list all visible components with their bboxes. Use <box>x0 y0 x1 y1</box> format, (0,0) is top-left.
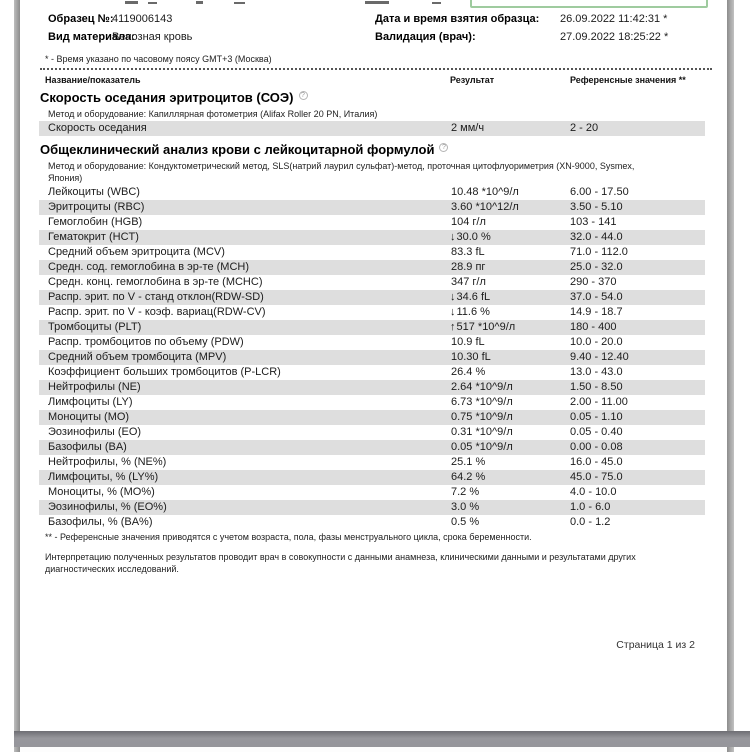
reference-range: 9.40 - 12.40 <box>570 351 629 363</box>
parameter-name: Эритроциты (RBC) <box>48 201 145 213</box>
result-value <box>450 245 485 260</box>
table-row <box>39 260 705 275</box>
result-value <box>450 275 486 290</box>
result-text: 7.2 % <box>451 486 480 498</box>
table-row <box>39 320 705 335</box>
parameter-name: Базофилы (BA) <box>48 441 127 453</box>
result-value <box>450 185 519 200</box>
page-edge-left <box>14 0 20 752</box>
table-row <box>39 290 705 305</box>
parameter-name: Базофилы, % (BA%) <box>48 516 153 528</box>
result-value <box>450 410 513 425</box>
result-value <box>450 440 513 455</box>
table-row <box>39 380 705 395</box>
reference-range: 1.50 - 8.50 <box>570 381 623 393</box>
result-text: 25.1 % <box>451 456 486 468</box>
reference-range: 37.0 - 54.0 <box>570 291 623 303</box>
result-text: 28.9 пг <box>451 261 486 273</box>
flag-arrow-icon: ↓ <box>450 306 456 318</box>
table-row <box>39 410 705 425</box>
page-edge-right <box>727 0 734 752</box>
parameter-name: Моноциты, % (MO%) <box>48 486 155 498</box>
interpretation-note: Интерпретацию полученных результатов проводит врач в совокупности с данными анамнеза, клиническими данными и результатами других диагностических исследований. <box>45 552 636 574</box>
result-text: 30.0 % <box>456 231 491 243</box>
result-text: 104 г/л <box>451 216 486 228</box>
result-value <box>450 395 513 410</box>
parameter-name: Скорость оседания <box>48 122 147 134</box>
info-icon: ? <box>439 143 448 152</box>
table-header <box>20 75 727 87</box>
result-value <box>450 305 490 320</box>
dotted-divider <box>40 68 712 70</box>
info-icon: ? <box>299 91 308 100</box>
result-text: 517 *10^9/л <box>456 321 516 333</box>
collection-date-value: 26.09.2022 11:42:31 * <box>560 13 668 25</box>
parameter-name: Средний объем тромбоцита (MPV) <box>48 351 227 363</box>
table-row <box>39 470 705 485</box>
sample-number-label: Образец №: <box>48 13 114 25</box>
parameter-name: Средн. конц. гемоглобина в эр-те (MCHC) <box>48 276 263 288</box>
reference-range: 25.0 - 32.0 <box>570 261 623 273</box>
reference-range: 10.0 - 20.0 <box>570 336 623 348</box>
reference-range: 4.0 - 10.0 <box>570 486 617 498</box>
reference-range: 0.05 - 0.40 <box>570 426 623 438</box>
next-page-top <box>20 747 734 752</box>
result-text: 0.5 % <box>451 516 480 528</box>
report-section <box>20 90 727 136</box>
table-row <box>39 215 705 230</box>
result-value <box>450 455 485 470</box>
result-value <box>450 200 519 215</box>
parameter-name: Нейтрофилы (NE) <box>48 381 141 393</box>
section-title-text: Скорость оседания эритроцитов (СОЭ) <box>40 90 294 105</box>
clipped-text-fragment <box>234 2 245 4</box>
reference-range: 103 - 141 <box>570 216 617 228</box>
result-text: 0.31 *10^9/л <box>451 426 513 438</box>
table-row <box>39 275 705 290</box>
method-line: Метод и оборудование: Капиллярная фотометрия (Alifax Roller 20 PN, Италия) <box>48 109 378 119</box>
result-value <box>450 121 484 136</box>
parameter-name: Эозинофилы, % (EO%) <box>48 501 167 513</box>
table-row <box>39 121 705 136</box>
result-rows <box>39 121 705 136</box>
sample-number-value: 4119006143 <box>112 13 173 25</box>
table-row <box>39 455 705 470</box>
reference-range: 0.0 - 1.2 <box>570 516 611 528</box>
result-text: 26.4 % <box>451 366 486 378</box>
reference-range: 2 - 20 <box>570 122 599 134</box>
result-value <box>450 230 491 245</box>
flag-arrow-icon: ↓ <box>450 291 456 303</box>
result-value <box>450 320 515 335</box>
column-header-reference: Референсные значения ** <box>570 75 686 85</box>
table-row <box>39 500 705 515</box>
column-header-result: Результат <box>450 75 495 85</box>
validation-value: 27.09.2022 18:25:22 * <box>560 31 669 43</box>
clipped-green-box <box>470 0 708 8</box>
clipped-text-fragment <box>365 1 389 4</box>
table-row <box>39 185 705 200</box>
reference-range: 0.05 - 1.10 <box>570 411 623 423</box>
flag-arrow-icon: ↓ <box>450 231 456 243</box>
reference-range: 71.0 - 112.0 <box>570 246 628 258</box>
parameter-name: Гемоглобин (HGB) <box>48 216 143 228</box>
reference-range: 14.9 - 18.7 <box>570 306 623 318</box>
reference-range: 13.0 - 43.0 <box>570 366 623 378</box>
parameter-name: Распр. эрит. по V - станд отклон(RDW-SD) <box>48 291 264 303</box>
reference-range: 32.0 - 44.0 <box>570 231 623 243</box>
reference-footnote: ** - Референсные значения приводятся с учетом возраста, пола, фазы менструального цикла, срока беременности. <box>45 532 532 542</box>
parameter-name: Коэффициент больших тромбоцитов (P-LCR) <box>48 366 281 378</box>
result-text: 2.64 *10^9/л <box>451 381 513 393</box>
sample-info-block <box>20 13 727 50</box>
clipped-text-fragment <box>196 1 203 4</box>
reference-range: 45.0 - 75.0 <box>570 471 623 483</box>
result-value <box>450 335 485 350</box>
reference-range: 180 - 400 <box>570 321 617 333</box>
result-rows <box>39 185 705 530</box>
result-text: 10.48 *10^9/л <box>451 186 519 198</box>
clipped-text-fragment <box>148 2 157 4</box>
report-page <box>20 0 727 731</box>
method-line: Метод и оборудование: Кондуктометрический метод, SLS(натрий лаурил сульфат)-метод, проточная цитофлуориметрия (XN-9000, Sysmex, Япония) <box>48 161 635 183</box>
table-row <box>39 245 705 260</box>
result-value <box>450 380 513 395</box>
collection-date-label: Дата и время взятия образца: <box>375 13 540 25</box>
reference-range: 3.50 - 5.10 <box>570 201 623 213</box>
report-sections <box>20 90 727 530</box>
result-text: 347 г/л <box>451 276 486 288</box>
parameter-name: Лимфоциты, % (LY%) <box>48 471 159 483</box>
material-label: Вид материала: <box>48 31 135 43</box>
parameter-name: Средний объем эритроцита (MCV) <box>48 246 225 258</box>
result-value <box>450 425 513 440</box>
material-value: Венозная кровь <box>112 31 193 43</box>
result-text: 64.2 % <box>451 471 486 483</box>
report-section <box>20 142 727 530</box>
reference-range: 1.0 - 6.0 <box>570 501 611 513</box>
result-text: 34.6 fL <box>456 291 491 303</box>
reference-range: 6.00 - 17.50 <box>570 186 629 198</box>
reference-range: 2.00 - 11.00 <box>570 396 628 408</box>
result-text: 2 мм/ч <box>451 122 485 134</box>
parameter-name: Эозинофилы (EO) <box>48 426 142 438</box>
parameter-name: Средн. сод. гемоглобина в эр-те (MCH) <box>48 261 250 273</box>
table-row <box>39 335 705 350</box>
page-number: Страница 1 из 2 <box>616 639 695 651</box>
table-row <box>39 515 705 530</box>
flag-arrow-icon: ↑ <box>450 321 456 333</box>
result-text: 10.30 fL <box>451 351 491 363</box>
parameter-name: Тромбоциты (PLT) <box>48 321 142 333</box>
result-value <box>450 470 485 485</box>
table-row <box>39 305 705 320</box>
column-header-name: Название/показатель <box>45 75 141 85</box>
parameter-name: Распр. тромбоцитов по объему (PDW) <box>48 336 244 348</box>
table-row <box>39 395 705 410</box>
clipped-text-fragment <box>125 1 138 4</box>
result-text: 0.05 *10^9/л <box>451 441 513 453</box>
timezone-note: * - Время указано по часовому поясу GMT+3 (Москва) <box>45 54 272 64</box>
section-title <box>40 142 727 157</box>
result-text: 3.60 *10^12/л <box>451 201 519 213</box>
parameter-name: Лимфоциты (LY) <box>48 396 133 408</box>
clipped-text-fragment <box>432 2 441 4</box>
result-text: 6.73 *10^9/л <box>451 396 513 408</box>
result-text: 83.3 fL <box>451 246 485 258</box>
table-row <box>39 200 705 215</box>
table-row <box>39 440 705 455</box>
section-title-text: Общеклинический анализ крови с лейкоцитарной формулой <box>40 142 435 157</box>
validation-label: Валидация (врач): <box>375 31 476 43</box>
parameter-name: Гематокрит (HCT) <box>48 231 139 243</box>
table-row <box>39 365 705 380</box>
table-row <box>39 425 705 440</box>
parameter-name: Распр. эрит. по V - коэф. вариац(RDW-CV) <box>48 306 266 318</box>
result-text: 11.6 % <box>456 306 490 318</box>
parameter-name: Лейкоциты (WBC) <box>48 186 140 198</box>
result-value <box>450 485 479 500</box>
result-value <box>450 500 479 515</box>
result-value <box>450 260 485 275</box>
result-text: 0.75 *10^9/л <box>451 411 513 423</box>
table-row <box>39 350 705 365</box>
section-title <box>40 90 727 105</box>
result-value <box>450 290 490 305</box>
page-gap <box>14 731 750 747</box>
reference-range: 0.00 - 0.08 <box>570 441 623 453</box>
result-text: 3.0 % <box>451 501 480 513</box>
parameter-name: Нейтрофилы, % (NE%) <box>48 456 167 468</box>
reference-range: 16.0 - 45.0 <box>570 456 623 468</box>
result-value <box>450 365 485 380</box>
parameter-name: Моноциты (MO) <box>48 411 130 423</box>
table-row <box>39 485 705 500</box>
result-value <box>450 350 491 365</box>
result-value <box>450 515 479 530</box>
result-text: 10.9 fL <box>451 336 485 348</box>
result-value <box>450 215 486 230</box>
reference-range: 290 - 370 <box>570 276 617 288</box>
table-row <box>39 230 705 245</box>
